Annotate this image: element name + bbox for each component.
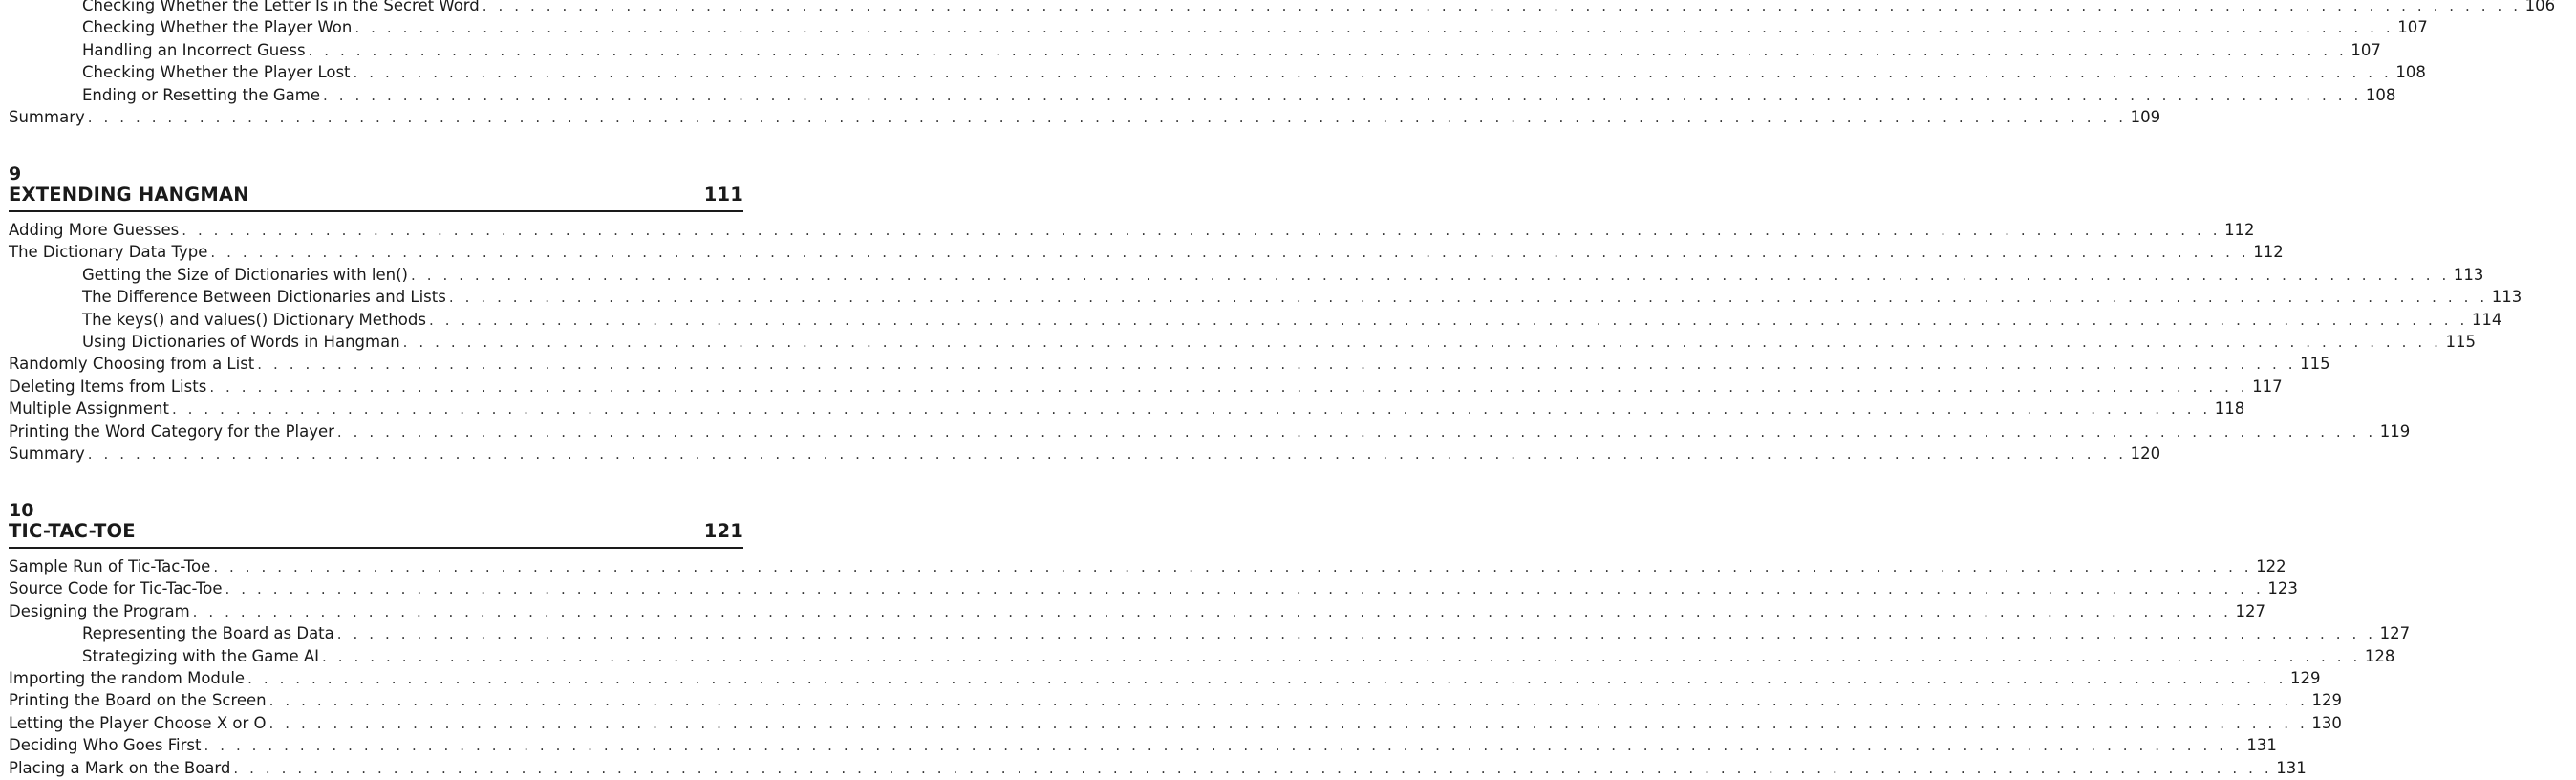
toc-entry-page-number: 122	[2256, 557, 2286, 575]
toc-entry-label: Randomly Choosing from a List	[0, 353, 257, 375]
toc-entry-page-number: 113	[2491, 288, 2522, 307]
dot-leader	[449, 287, 2488, 309]
toc-entry-label: Checking Whether the Player Lost	[0, 61, 354, 83]
dot-leader	[354, 62, 2393, 84]
toc-entry-label: Printing the Board on the Screen	[0, 689, 269, 711]
toc-entry-page-number: 129	[2289, 668, 2321, 687]
toc-entry[interactable]	[0, 600, 2266, 622]
dot-leader	[204, 735, 2243, 757]
toc-entry-label: Letting the Player Choose X or O	[0, 712, 269, 734]
toc-entry[interactable]	[0, 0, 2556, 16]
dot-leader	[337, 623, 2376, 645]
toc-entry-page-number: 130	[2311, 713, 2342, 732]
toc-entry-page-number: 127	[2235, 601, 2266, 620]
toc-entry[interactable]	[0, 555, 2286, 577]
toc-entry[interactable]	[0, 645, 2395, 667]
toc-entry[interactable]	[0, 421, 2411, 443]
toc-entry[interactable]	[0, 667, 2321, 689]
dot-leader	[322, 646, 2361, 668]
toc-entry-label: Sample Run of Tic-Tac-Toe	[0, 555, 213, 577]
toc-entry-label: Strategizing with the Game AI	[0, 645, 322, 667]
toc-entry-page-number: 120	[2130, 444, 2161, 463]
toc-entry[interactable]	[0, 398, 2245, 420]
toc-entry-label: Importing the random Module	[0, 667, 247, 689]
toc-entry[interactable]	[0, 577, 2298, 599]
toc-entry-label: Deleting Items from Lists	[0, 376, 209, 398]
toc-entry-page-number: 131	[2246, 736, 2277, 755]
dot-leader	[225, 578, 2265, 600]
chapter-number: 9	[9, 163, 22, 184]
toc-entry-label: Checking Whether the Player Won	[0, 16, 354, 38]
toc-entry-page-number: 117	[2252, 377, 2283, 396]
toc-entry[interactable]	[0, 61, 2426, 83]
dot-leader	[257, 354, 2296, 376]
toc-entry-page-number: 112	[2224, 221, 2255, 239]
chapter-9-entries	[0, 219, 2522, 465]
toc-entry[interactable]	[0, 443, 2161, 465]
chapter-page: 121	[703, 520, 743, 542]
chapter-divider	[9, 210, 743, 212]
dot-leader	[269, 690, 2308, 712]
toc-continued-entries	[0, 0, 2556, 128]
toc-entry[interactable]	[0, 84, 2396, 106]
dot-leader	[337, 422, 2376, 444]
toc-entry[interactable]	[0, 689, 2342, 711]
toc-entry[interactable]	[0, 219, 2255, 241]
dot-leader	[172, 399, 2211, 421]
toc-entry-label: The Difference Between Dictionaries and Lists	[0, 286, 449, 308]
chapter-title-row	[0, 184, 764, 206]
toc-entry-page-number: 123	[2267, 579, 2298, 598]
toc-entry-page-number: 119	[2379, 422, 2411, 441]
dot-leader	[309, 40, 2348, 62]
chapter-title-row	[0, 520, 764, 543]
toc-entry[interactable]	[0, 241, 2284, 263]
chapter-title: TIC-TAC-TOE	[9, 520, 136, 542]
toc-entry-page-number: 108	[2395, 63, 2426, 82]
toc-entry-page-number: 114	[2471, 310, 2502, 329]
chapter-divider	[9, 547, 743, 549]
toc-entry-label: Getting the Size of Dictionaries with len()	[0, 264, 411, 286]
dot-leader	[429, 310, 2468, 332]
toc-entry-label: The keys() and values() Dictionary Methods	[0, 309, 429, 331]
toc-entry[interactable]	[0, 734, 2277, 756]
toc-entry[interactable]	[0, 712, 2342, 734]
toc-entry-label: Summary	[0, 106, 88, 128]
dot-leader	[233, 758, 2272, 780]
toc-entry-page-number: 106	[2524, 0, 2556, 14]
toc-entry-page-number: 127	[2379, 624, 2411, 643]
chapter-heading-9	[0, 164, 764, 212]
toc-entry[interactable]	[0, 286, 2522, 308]
toc-entry-page-number: 107	[2351, 40, 2381, 59]
toc-entry-page-number: 108	[2365, 85, 2396, 104]
toc-entry[interactable]	[0, 353, 2330, 375]
toc-entry-page-number: 109	[2130, 107, 2161, 126]
toc-entry[interactable]	[0, 376, 2283, 398]
toc-entry-page-number: 128	[2364, 646, 2395, 665]
toc-entry[interactable]	[0, 309, 2502, 331]
dot-leader	[88, 107, 2127, 129]
dot-leader	[209, 377, 2248, 399]
toc-entry[interactable]	[0, 39, 2381, 61]
toc-entry-label: Using Dictionaries of Words in Hangman	[0, 331, 403, 353]
toc-entry-label: The Dictionary Data Type	[0, 241, 210, 263]
toc-entry-page-number: 115	[2300, 355, 2330, 374]
toc-entry-label: Ending or Resetting the Game	[0, 84, 323, 106]
toc-entry-label: Checking Whether the Letter Is in the Secret Word	[0, 0, 483, 16]
toc-entry-label: Source Code for Tic-Tac-Toe	[0, 577, 225, 599]
dot-leader	[193, 601, 2232, 623]
chapter-title: EXTENDING HANGMAN	[9, 184, 249, 206]
toc-entry-label: Placing a Mark on the Board	[0, 757, 233, 779]
toc-entry-page-number: 115	[2445, 332, 2477, 351]
toc-entry[interactable]	[0, 106, 2161, 128]
toc-entry-page-number: 129	[2311, 691, 2342, 710]
dot-leader	[354, 17, 2394, 39]
dot-leader	[411, 265, 2450, 287]
toc-entry-label: Summary	[0, 443, 88, 465]
toc-entry[interactable]	[0, 331, 2477, 353]
chapter-heading-10	[0, 501, 764, 549]
toc-entry-page-number: 112	[2253, 243, 2284, 262]
toc-entry-page-number: 113	[2453, 265, 2484, 284]
toc-entry-label: Representing the Board as Data	[0, 622, 337, 644]
toc-entry-label: Designing the Program	[0, 600, 193, 622]
chapter-page: 111	[703, 184, 743, 206]
toc-entry[interactable]	[0, 264, 2484, 286]
dot-leader	[269, 713, 2308, 735]
toc-entry-label: Printing the Word Category for the Player	[0, 421, 337, 443]
chapter-10-entries	[0, 555, 2411, 779]
dot-leader	[213, 556, 2252, 578]
toc-entry[interactable]	[0, 622, 2411, 644]
dot-leader	[182, 220, 2221, 242]
dot-leader	[403, 332, 2442, 354]
toc-entry-label: Handling an Incorrect Guess	[0, 39, 309, 61]
toc-entry-page-number: 131	[2276, 758, 2307, 777]
toc-entry-page-number: 107	[2397, 18, 2428, 37]
dot-leader	[88, 444, 2127, 466]
dot-leader	[210, 242, 2249, 264]
toc-entry-label: Adding More Guesses	[0, 219, 182, 241]
dot-leader	[323, 85, 2362, 107]
chapter-number: 10	[9, 500, 34, 521]
toc-entry[interactable]	[0, 16, 2428, 38]
dot-leader	[247, 668, 2286, 690]
dot-leader	[483, 0, 2522, 17]
toc-entry-label: Deciding Who Goes First	[0, 734, 204, 756]
toc-entry-label: Multiple Assignment	[0, 398, 172, 420]
toc-entry[interactable]	[0, 757, 2307, 779]
toc-entry-page-number: 118	[2214, 400, 2245, 419]
